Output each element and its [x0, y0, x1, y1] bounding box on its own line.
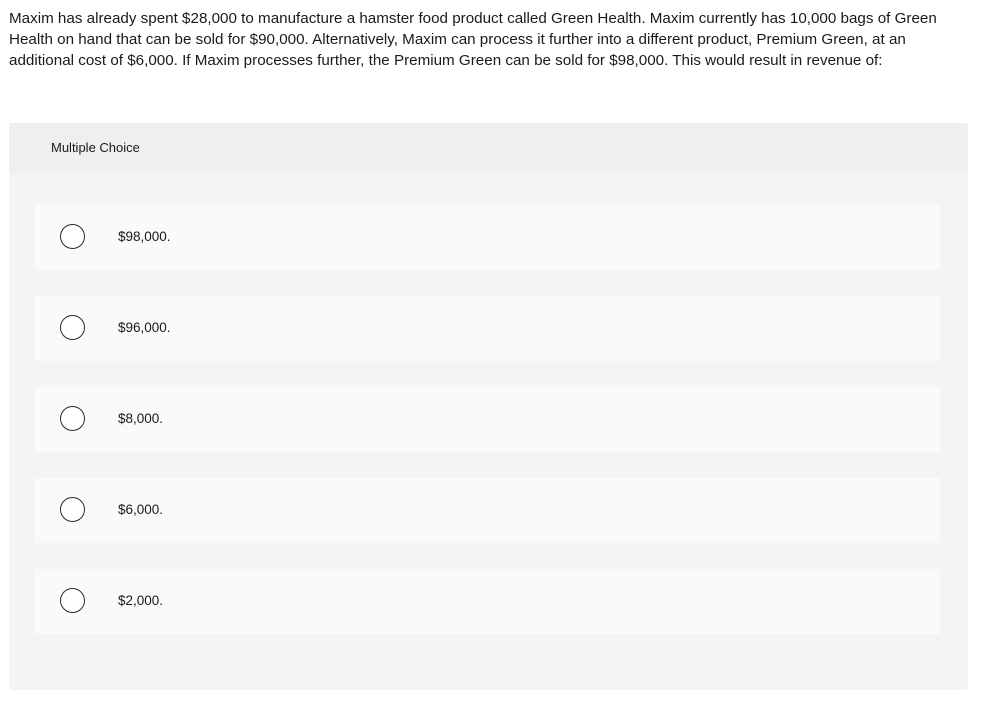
- choice-option-2[interactable]: [35, 296, 940, 361]
- multiple-choice-label: Multiple Choice: [51, 140, 140, 155]
- choice-label: $8,000.: [118, 411, 164, 426]
- radio-button[interactable]: [60, 406, 85, 431]
- choice-label: $2,000.: [118, 593, 164, 608]
- choice-label: $6,000.: [118, 502, 164, 517]
- choice-label: $98,000.: [118, 229, 171, 244]
- radio-button[interactable]: [60, 224, 85, 249]
- radio-button[interactable]: [60, 315, 85, 340]
- radio-button[interactable]: [60, 497, 85, 522]
- choice-option-5[interactable]: [35, 569, 940, 634]
- multiple-choice-panel: [9, 123, 968, 690]
- radio-button[interactable]: [60, 588, 85, 613]
- choice-option-1[interactable]: [35, 205, 940, 270]
- choice-label: $96,000.: [118, 320, 171, 335]
- question-text: Maxim has already spent $28,000 to manufacture a hamster food product called Green Health. Maxim currently has 10,000 bags of Green Health on hand that can be sold for $90,000. Alternatively, Maxim can process it further into a different product, Premium Green, at an additional cost of $6,000. If Maxim processes further, the Premium Green can be sold for $98,000. This would result in revenue of:: [9, 10, 937, 69]
- choice-option-4[interactable]: [35, 478, 940, 543]
- choice-option-3[interactable]: [35, 387, 940, 452]
- panel-header: [9, 123, 968, 173]
- choice-list: [35, 205, 940, 660]
